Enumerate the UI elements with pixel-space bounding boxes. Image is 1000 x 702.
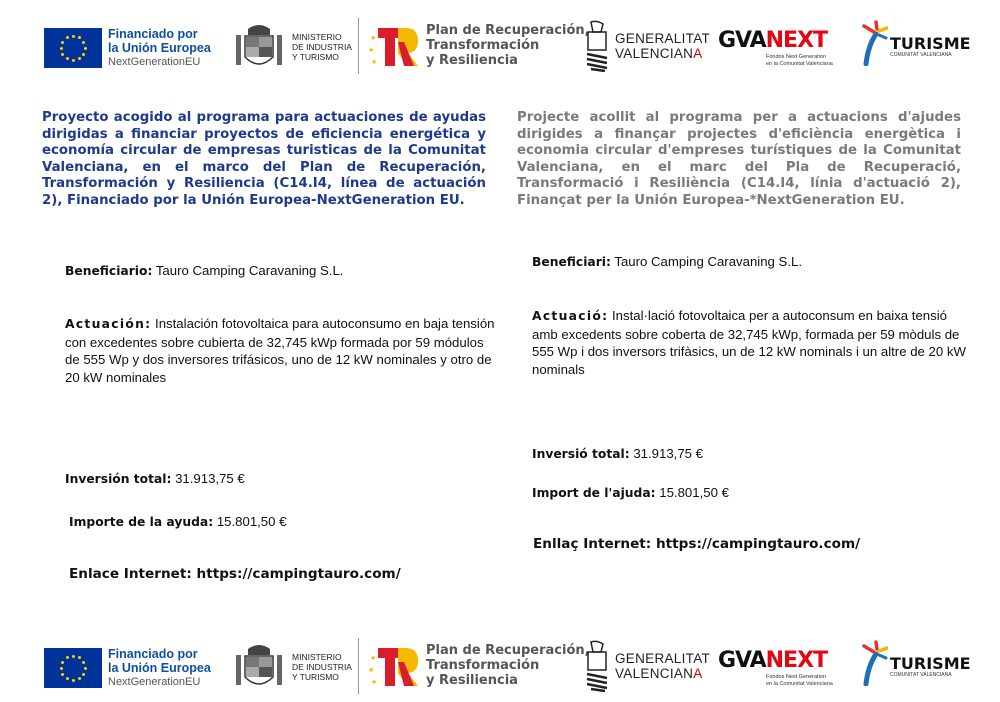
prtr-logo-icon [368, 20, 420, 70]
plan-recuperacion-logo [368, 640, 590, 690]
va-actuacio-value: Instal·lació fotovoltaica per a autoconsum en baixa tensió amb excedents sobre coberta de 32,745 kWp, formada per 59 mòduls de 555 Wp i dos inversors trifàsics, un de 12 kW nominals i un altre de 20 kW nominals [532, 308, 966, 377]
spain-coat-of-arms-icon [234, 21, 284, 73]
eu-star [61, 53, 64, 56]
turisme-main: TURISME [890, 654, 971, 673]
turisme-logo-icon [862, 20, 888, 66]
generalitat-crest-icon [585, 640, 609, 692]
ministerio-line1: MINISTERIO [292, 652, 342, 662]
turisme-sub: COMUNITAT VALENCIANA [890, 52, 952, 58]
es-inversion [65, 470, 465, 489]
generalitat-line2: VALENCIAN [615, 666, 694, 681]
gvanext-sub2: en la Comunitat Valenciana [766, 61, 833, 67]
generalitat-line1: GENERALITAT [615, 651, 711, 666]
va-actuacio-label: Actuació: [532, 309, 609, 323]
eu-star [72, 655, 75, 658]
eu-star [66, 677, 69, 680]
top-logo-bar [0, 12, 1000, 82]
es-importe [69, 513, 469, 532]
generalitat-logo [585, 640, 710, 692]
es-importe-label: Importe de la ayuda: [69, 515, 214, 529]
eu-star [61, 673, 64, 676]
generalitat-logo [585, 20, 710, 72]
turisme-logo [862, 640, 971, 686]
es-beneficiario-label: Beneficiario: [65, 264, 153, 278]
generalitat-crest-icon [585, 20, 609, 72]
eu-star [82, 53, 85, 56]
eu-star [60, 667, 63, 670]
prtr-line1: Plan de Recuperación, [426, 642, 590, 658]
eu-funding-logo [44, 27, 211, 69]
es-beneficiario [65, 262, 495, 281]
gvanext-sub2: en la Comunitat Valenciana [766, 681, 833, 687]
eu-star [82, 673, 85, 676]
eu-star [72, 59, 75, 62]
eu-star [72, 679, 75, 682]
va-import-value: 15.801,50 € [659, 485, 729, 500]
heading-valencian: Projecte acollit al programa per a actuacions d'ajudes dirigides a finançar projectes d'eficiència energètica i economia circular d'empreses turístiques de la Comunitat Valenciana, en el marc del Pla de Recuperació, Transformació i Resiliència (C14.I4, línia d'actuació 2), Finançat per la Unión Europea-*NextGeneration EU. [517, 110, 961, 208]
eu-star [66, 656, 69, 659]
ministerio-line2: DE INDUSTRIA [292, 42, 352, 52]
eu-star [84, 47, 87, 50]
eu-star [82, 661, 85, 664]
ministerio-line2: DE INDUSTRIA [292, 662, 352, 672]
va-inversio [532, 445, 932, 464]
svg-text:★: ★ [368, 46, 375, 54]
eu-logo-line3: NextGenerationEU [108, 56, 201, 68]
prtr-line2: Transformación [426, 657, 540, 673]
turisme-logo-icon [862, 640, 888, 686]
svg-text:★: ★ [368, 666, 375, 674]
eu-star [61, 661, 64, 664]
generalitat-line2: VALENCIAN [615, 46, 694, 61]
es-enlace-link[interactable]: Enlace Internet: https://campingtauro.com/ [69, 566, 401, 582]
ministerio-line3: Y TURISMO [292, 52, 339, 62]
gvanext-sub1: Fondos Next Generation [766, 54, 826, 60]
va-beneficiari [532, 253, 972, 272]
ministerio-line3: Y TURISMO [292, 672, 339, 682]
es-actuacion-label: Actuación: [65, 317, 152, 331]
gvanext-sub1: Fondos Next Generation [766, 674, 826, 680]
es-inversion-value: 31.913,75 € [175, 471, 245, 486]
va-actuacio [532, 307, 972, 378]
eu-star [84, 667, 87, 670]
generalitat-line2-last: A [693, 666, 703, 681]
eu-logo-line1: Financiado por [108, 647, 198, 661]
eu-logo-line2: la Unión Europea [108, 661, 211, 675]
logo-divider [358, 638, 359, 694]
prtr-line3: y Resiliencia [426, 52, 518, 68]
gvanext-logo [718, 650, 833, 688]
heading-spanish: Proyecto acogido al programa para actuaciones de ayudas dirigidas a financiar proyectos de eficiencia energética y economía circular de empresas turisticas de la Comunitat Valenciana, en el marco del Plan de Recuperación, Transformación y Resiliencia (C14.I4, línea de actuación 2), Financiado por la Unión Europea-NextGeneration EU. [42, 110, 486, 208]
turisme-logo [862, 20, 971, 66]
va-beneficiari-value: Tauro Camping Caravaning S.L. [614, 254, 803, 269]
ministerio-line1: MINISTERIO [292, 32, 342, 42]
es-inversion-label: Inversión total: [65, 472, 172, 486]
ministerio-logo [234, 16, 352, 78]
gvanext-logo [718, 30, 833, 68]
svg-text:★: ★ [370, 34, 377, 42]
eu-star [78, 57, 81, 60]
va-import-label: Import de l'ajuda: [532, 486, 656, 500]
svg-text:★: ★ [370, 654, 377, 662]
va-beneficiari-label: Beneficiari: [532, 255, 611, 269]
eu-logo-line3: NextGenerationEU [108, 676, 201, 688]
es-importe-value: 15.801,50 € [216, 514, 287, 529]
eu-star [78, 656, 81, 659]
es-actuacion [65, 315, 495, 386]
es-actuacion-value: Instalación fotovoltaica para autoconsumo en baja tensión con excedentes sobre cubierta de 32,745 kWp formada por 59 módulos de 555 Wp y dos inversores trifásicos, uno de 12 kW nominales y otro de 20 kW nominales [65, 316, 495, 385]
eu-flag-icon [44, 648, 102, 688]
va-inversio-label: Inversió total: [532, 447, 630, 461]
svg-text:★: ★ [371, 58, 378, 66]
eu-star [66, 57, 69, 60]
eu-star [82, 41, 85, 44]
eu-star [60, 47, 63, 50]
eu-funding-logo [44, 647, 211, 689]
eu-star [72, 35, 75, 38]
ministerio-logo [234, 636, 352, 698]
gvanext-part2: NEXT [765, 28, 828, 53]
turisme-sub: COMUNITAT VALENCIANA [890, 672, 952, 678]
gvanext-part2: NEXT [765, 648, 828, 673]
generalitat-line1: GENERALITAT [615, 31, 711, 46]
eu-star [66, 36, 69, 39]
eu-star [78, 36, 81, 39]
svg-text:★: ★ [371, 678, 378, 686]
va-inversio-value: 31.913,75 € [633, 446, 703, 461]
turisme-main: TURISME [890, 34, 971, 53]
generalitat-line2-last: A [693, 46, 703, 61]
eu-star [61, 41, 64, 44]
spain-coat-of-arms-icon [234, 641, 284, 693]
prtr-line2: Transformación [426, 37, 540, 53]
gvanext-part1: GVA [718, 28, 766, 53]
eu-flag-icon [44, 28, 102, 68]
logo-divider [358, 18, 359, 74]
bottom-logo-bar [0, 632, 1000, 702]
plan-recuperacion-logo [368, 20, 590, 70]
eu-logo-line2: la Unión Europea [108, 41, 211, 55]
prtr-line3: y Resiliencia [426, 672, 518, 688]
va-enllac-link[interactable]: Enllaç Internet: https://campingtauro.com/ [533, 536, 861, 552]
va-import [532, 484, 932, 503]
prtr-line1: Plan de Recuperación, [426, 22, 590, 38]
eu-star [78, 677, 81, 680]
gvanext-part1: GVA [718, 648, 766, 673]
prtr-logo-icon [368, 640, 420, 690]
eu-logo-line1: Financiado por [108, 27, 198, 41]
es-beneficiario-value: Tauro Camping Caravaning S.L. [155, 263, 344, 278]
